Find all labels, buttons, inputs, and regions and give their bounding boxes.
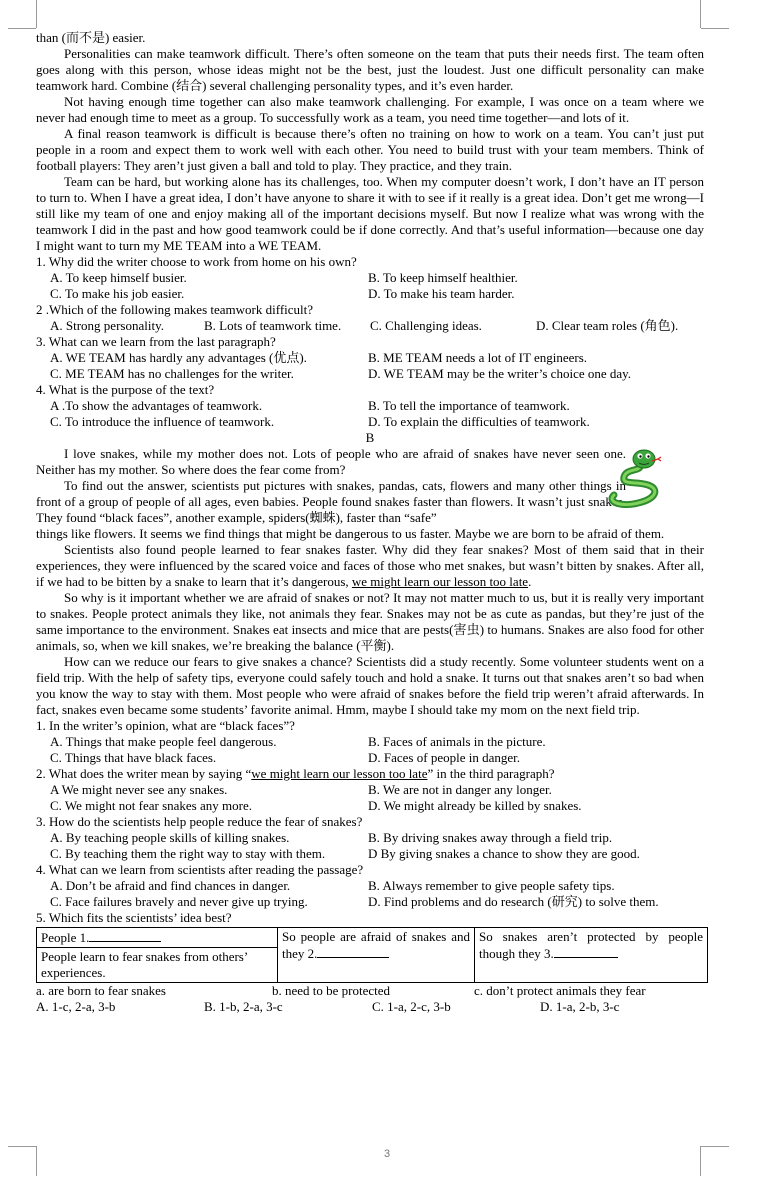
option-c[interactable]: C. 1-a, 2-c, 3-b: [372, 999, 451, 1014]
question-b2-underlined: we might learn our lesson too late: [251, 766, 428, 781]
question-b3-options-cd: [36, 846, 704, 862]
question-b2-options-cd: [36, 798, 704, 814]
cell-1-label: People 1.: [41, 930, 90, 945]
question-a3-options-ab: [36, 350, 704, 366]
option-a[interactable]: A. Strong personality.: [50, 318, 164, 333]
option-a[interactable]: A. WE TEAM has hardly any advantages (优点).: [50, 350, 307, 365]
option-d[interactable]: D By giving snakes a chance to show they are good.: [368, 846, 640, 861]
question-b1-stem: 1. In the writer’s opinion, what are “black faces”?: [36, 718, 295, 733]
question-b4-options-cd: [36, 894, 704, 910]
question-a3-options-cd: [36, 366, 704, 382]
option-d[interactable]: D. To explain the difficulties of teamwork.: [368, 414, 590, 429]
question-b1-options-cd: [36, 750, 704, 766]
passage-a-line0: than (而不是) easier.: [36, 30, 146, 45]
table-cell-1: [37, 928, 278, 983]
passage-a-paragraph-1: Personalities can make teamwork difficult. There’s often someone on the team that puts their needs first. The team often goes along with this person, whose ideas might not be the best, just the loudest. Just one difficult personality can make teamwork hard. Combine (结合) several challenging personality types, and it’s even harder.: [36, 46, 704, 93]
passage-a-paragraph-3: A final reason teamwork is difficult is because there’s often no training on how to work on a team. You can’t just put people in a room and expect them to work well with each other. You need to build trust with your team members. Think of football players: They aren’t just given a ball and told to play. They practice, and they train.: [36, 126, 704, 173]
question-a4-stem: 4. What is the purpose of the text?: [36, 382, 215, 397]
option-d[interactable]: D. Faces of people in danger.: [368, 750, 520, 765]
blank-1[interactable]: [89, 929, 161, 942]
question-b5-choices: [36, 983, 704, 999]
passage-a-paragraph-2: Not having enough time together can also make teamwork challenging. For example, I was once on a team where we never had enough time to meet as a group. To successfully work as a team, you need time together—and lots of it.: [36, 94, 704, 125]
question-b2-options-ab: [36, 782, 704, 798]
option-b[interactable]: B. Always remember to give people safety tips.: [368, 878, 615, 893]
snake-illustration: [604, 445, 666, 509]
question-b3-stem: 3. How do the scientists help people reduce the fear of snakes?: [36, 814, 363, 829]
question-b5-options: [36, 999, 704, 1015]
passage-b-paragraph-1: I love snakes, while my mother does not. Lots of people who are afraid of snakes have never seen one. Neither has my mother. So where does the fear come from?: [36, 446, 626, 477]
underlined-phrase: we might learn our lesson too late: [351, 574, 529, 589]
question-a1-options-ab: [36, 270, 704, 286]
option-a[interactable]: A. Don’t be afraid and find chances in danger.: [50, 878, 291, 893]
choice-a: a. are born to fear snakes: [36, 983, 166, 998]
option-d[interactable]: D. We might already be killed by snakes.: [368, 798, 582, 813]
passage-b-paragraph-3-end: .: [528, 574, 532, 589]
questions-a: [36, 254, 704, 430]
question-a1-options-cd: [36, 286, 704, 302]
passage-a-paragraph-4: Team can be hard, but working alone has its challenges, too. When my computer doesn’t work, I don’t have an IT person to turn to. When I have a great idea, I don’t have anyone to share it with to see if it really is a great idea. Don’t get me wrong—I still like my team of one and enjoy making all of the important decisions myself. But now I realize what was wrong with the teamwork I did in the past and how good teamwork could be if done correctly. And that’s useful information—because one day I might want to turn my ME TEAM into a WE TEAM.: [36, 174, 704, 253]
table-cell-2: [278, 928, 475, 983]
passage-b-paragraph-3-text: Scientists also found people learned to fear snakes faster. Why did they fear snakes? Most of them said that in their experiences, they were influenced by the scared voice and faces of those who met snakes, but wasn’t bitten by snakes. After all, if we had to be bitten by a snake to learn that it’s dangerous,: [36, 542, 704, 589]
option-d[interactable]: D. WE TEAM may be the writer’s choice one day.: [368, 366, 632, 381]
passage-b-paragraph-5: How can we reduce our fears to give snakes a chance? Scientists did a study recently. Some volunteer students went on a field trip. With the help of safety tips, everyone could safely touch and hold a snake. It turns out that snakes aren’t so bad when you know the way to stay with them. Most people who were afraid of snakes before the field trip weren’t afraid afterwards. In fact, snakes even became some students’ favorite animal. Hmm, maybe I should take my mom on the next field trip.: [36, 654, 704, 717]
option-d[interactable]: D. To make his team harder.: [368, 286, 515, 301]
option-c[interactable]: C. ME TEAM has no challenges for the writer.: [50, 366, 294, 381]
question-b4-stem: 4. What can we learn from scientists after reading the passage?: [36, 862, 364, 877]
question-a2-options: [36, 318, 704, 334]
option-c[interactable]: C. To make his job easier.: [50, 286, 185, 301]
option-b[interactable]: B. By driving snakes away through a field trip.: [368, 830, 613, 845]
option-b[interactable]: B. 1-b, 2-a, 3-c: [204, 999, 283, 1014]
option-c[interactable]: C. By teaching them the right way to stay with them.: [50, 846, 326, 861]
cell-2-text: So people are afraid of snakes and they 2.: [282, 929, 470, 961]
passage-b-paragraph-2b: things like flowers. It seems we find things that might be dangerous to us faster. Maybe we are born to be afraid of them.: [36, 526, 665, 541]
question-a4-options-ab: [36, 398, 704, 414]
option-b[interactable]: B. We are not in danger any longer.: [368, 782, 552, 797]
passage-a: [36, 30, 704, 254]
option-a[interactable]: A. Things that make people feel dangerous.: [50, 734, 277, 749]
passage-b-paragraph-2a: To find out the answer, scientists put pictures with snakes, pandas, cats, flowers and many other things in front of a group of people of all ages, even babies. People found snakes faster than flowers. It wasn’t just snakes. They found “black faces”, another example, spiders(蜘蛛), faster than “safe”: [36, 478, 626, 525]
question-b4-options-ab: [36, 878, 704, 894]
option-c[interactable]: C. Challenging ideas.: [370, 318, 482, 333]
option-d[interactable]: D. Find problems and do research (研究) to solve them.: [368, 894, 659, 909]
table-cell-3: [475, 928, 708, 983]
option-a[interactable]: A. 1-c, 2-a, 3-b: [36, 999, 116, 1014]
table-cell-1-bottom: People learn to fear snakes from others’ experiences.: [41, 949, 248, 980]
crop-mark-top-left: [36, 0, 37, 28]
blank-2[interactable]: [317, 945, 389, 958]
option-b[interactable]: B. Faces of animals in the picture.: [368, 734, 546, 749]
option-a[interactable]: A. To keep himself busier.: [50, 270, 187, 285]
question-a4-options-cd: [36, 414, 704, 430]
option-a[interactable]: A. By teaching people skills of killing snakes.: [50, 830, 290, 845]
table-cell-1-top: [37, 928, 277, 948]
question-b2-stem-post: ” in the third paragraph?: [427, 766, 555, 781]
option-d[interactable]: D. Clear team roles (角色).: [536, 318, 679, 333]
section-b-heading: B: [365, 430, 375, 445]
option-b[interactable]: B. To keep himself healthier.: [368, 270, 518, 285]
page-number: 3: [383, 1148, 391, 1160]
question-b3-options-ab: [36, 830, 704, 846]
option-c[interactable]: C. We might not fear snakes any more.: [50, 798, 252, 813]
option-b[interactable]: B. Lots of teamwork time.: [204, 318, 342, 333]
crop-mark-top-right: [700, 0, 701, 28]
option-a[interactable]: A We might never see any snakes.: [50, 782, 228, 797]
question-a1-stem: 1. Why did the writer choose to work from home on his own?: [36, 254, 357, 269]
option-d[interactable]: D. 1-a, 2-b, 3-c: [540, 999, 620, 1014]
choice-b: b. need to be protected: [272, 983, 391, 998]
passage-b-paragraph-4: So why is it important whether we are afraid of snakes or not? It may not matter much to us, but it is really very important to snakes. People protect animals they like, not animals they fear. Snakes may not be as cute as pandas, but they’re just of the same importance to the environment. Snakes eat insects and mice that are pests(害虫) to humans. Snakes are also food for other animals, so, when we kill snakes, we’re breaking the balance (平衡).: [36, 590, 704, 653]
option-c[interactable]: C. Face failures bravely and never give up trying.: [50, 894, 308, 909]
page-content: [36, 30, 704, 1015]
option-b[interactable]: B. To tell the importance of teamwork.: [368, 398, 570, 413]
cell-3-text: So snakes aren’t protected by people though they 3.: [479, 929, 703, 961]
question-a2-stem: 2 .Which of the following makes teamwork difficult?: [36, 302, 314, 317]
passage-b-paragraph-3: [36, 542, 704, 590]
question-a3-stem: 3. What can we learn from the last paragraph?: [36, 334, 276, 349]
question-b5-stem: 5. Which fits the scientists’ idea best?: [36, 910, 232, 925]
question-b2-stem-pre: 2. What does the writer mean by saying “: [36, 766, 252, 781]
questions-b: [36, 718, 704, 1015]
choice-c: c. don’t protect animals they fear: [474, 983, 646, 998]
option-a[interactable]: A .To show the advantages of teamwork.: [50, 398, 263, 413]
crop-mark-top-right-h: [701, 28, 729, 29]
option-b[interactable]: B. ME TEAM needs a lot of IT engineers.: [368, 350, 588, 365]
crop-mark-top-left-h: [8, 28, 36, 29]
question-b5-table: [36, 927, 708, 983]
question-b1-options-ab: [36, 734, 704, 750]
blank-3[interactable]: [554, 945, 618, 958]
option-c[interactable]: C. To introduce the influence of teamwork.: [50, 414, 275, 429]
question-b2-stem: [36, 766, 704, 782]
option-c[interactable]: C. Things that have black faces.: [50, 750, 217, 765]
